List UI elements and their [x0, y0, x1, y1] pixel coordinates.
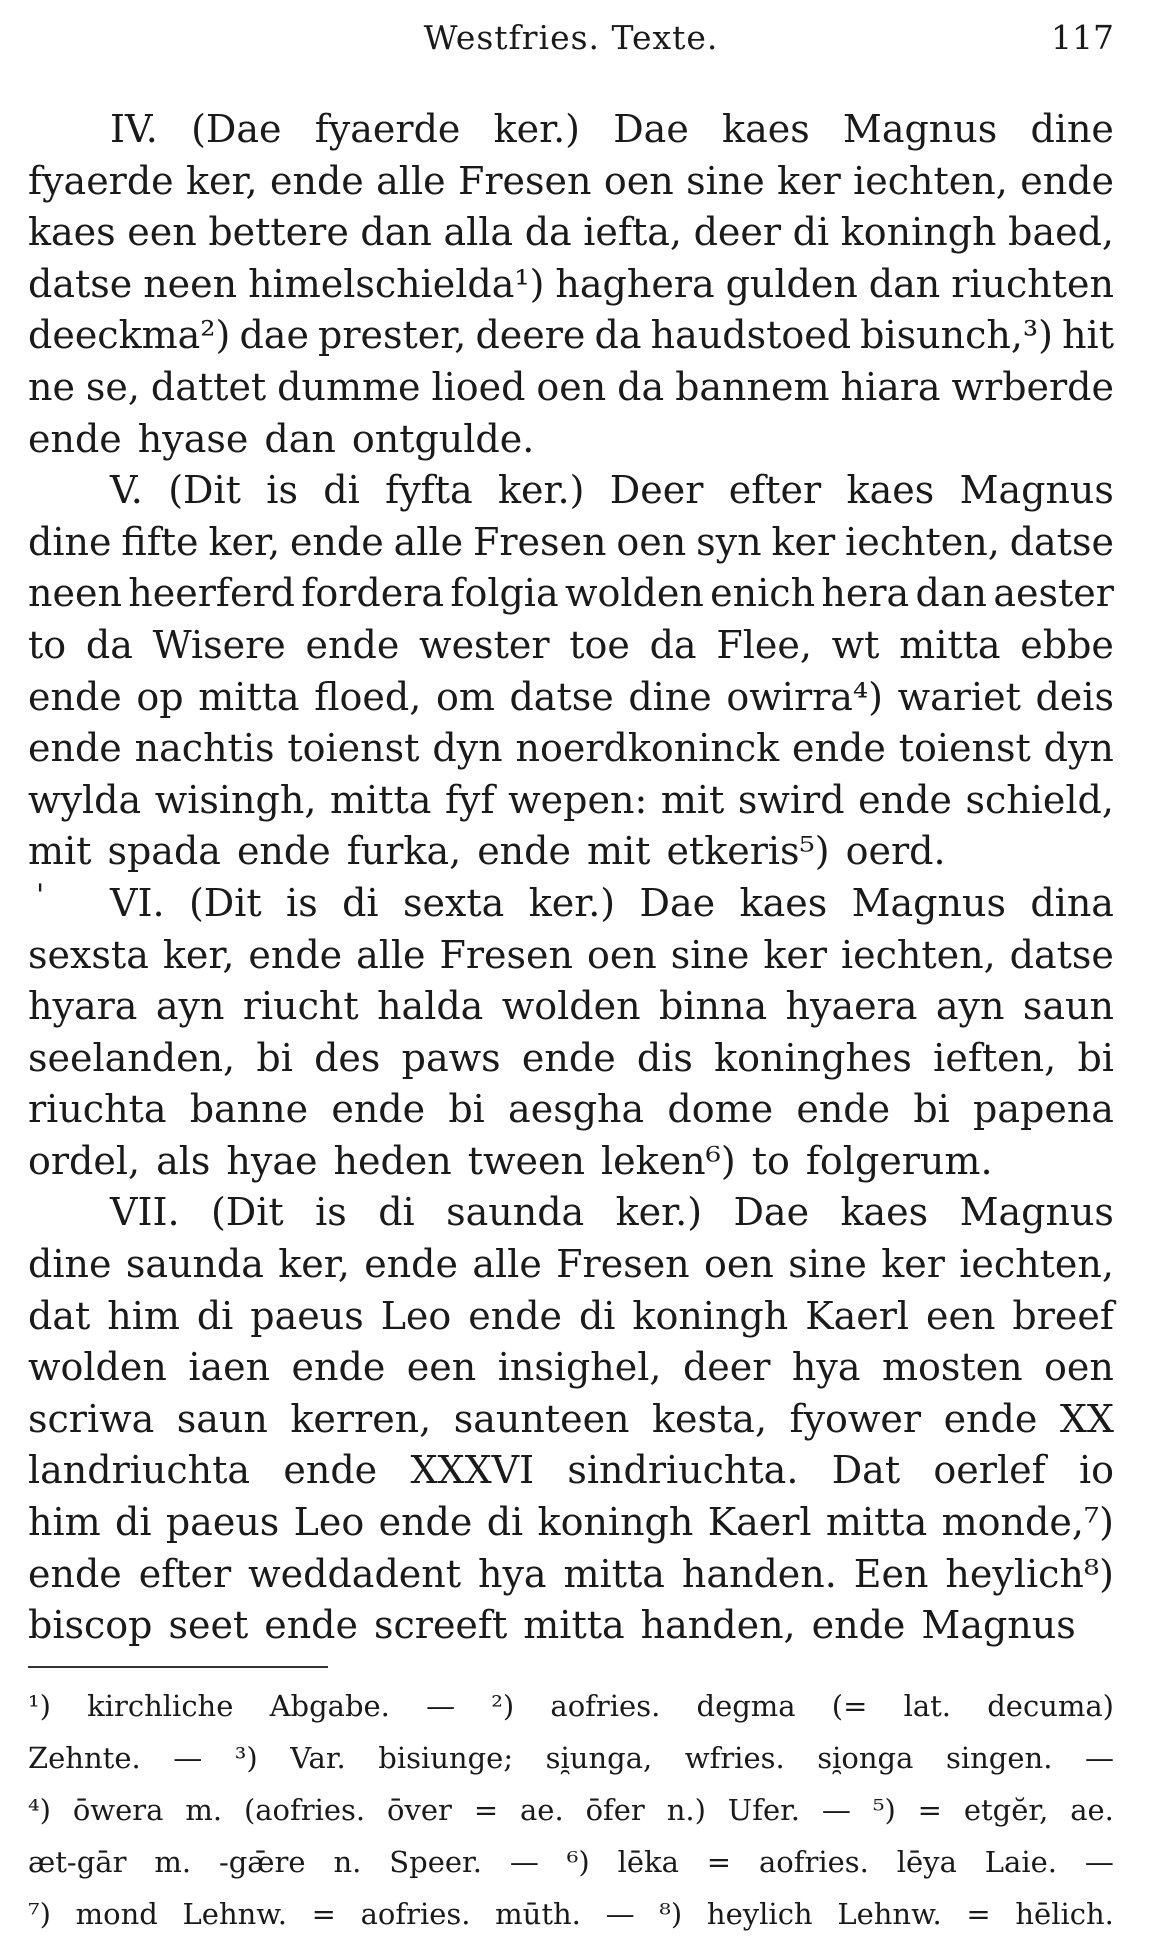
text-line: riuchta banne ende bi aesgha dome ende bi papena: [28, 1087, 1114, 1132]
main-text: [28, 104, 1114, 1652]
text-line: him di paeus Leo ende di koningh Kaerl mitta monde,⁷): [28, 1500, 1114, 1545]
text-line: wolden iaen ende een insighel, deer hya mosten oen: [28, 1345, 1114, 1390]
text-line: dine saunda ker, ende alle Fresen oen sine ker iechten,: [28, 1242, 1114, 1287]
text-line: fyaerde ker, ende alle Fresen oen sine ker iechten, ende: [28, 158, 1114, 203]
text-line: hyara ayn riucht halda wolden binna hyaera ayn saun: [28, 984, 1114, 1029]
text-line: ende efter weddadent hya mitta handen. Een heylich⁸): [28, 1551, 1114, 1596]
text-line: ordel, als hyae heden tween leken⁶) to folgerum.: [28, 1138, 993, 1183]
text-line: ende hyase dan ontgulde.: [28, 416, 535, 461]
text-line: ne se, dattet dumme lioed oen da bannem hiara wrberde: [28, 364, 1114, 409]
text-line: sexsta ker, ende alle Fresen oen sine ker iechten, datse: [28, 932, 1114, 977]
text-line: biscop seet ende screeft mitta handen, ende Magnus: [28, 1603, 1076, 1648]
text-line: to da Wisere ende wester toe da Flee, wt mitta ebbe: [28, 622, 1114, 667]
text-line: kaes een bettere dan alla da iefta, deer di koningh baed,: [28, 210, 1114, 255]
text-line: scriwa saun kerren, saunteen kesta, fyower ende XX: [28, 1396, 1114, 1441]
text-line: ende op mitta floed, om datse dine owirra⁴) wariet deis: [28, 674, 1114, 719]
footnote-line: æt-gār m. -gǣre n. Speer. — ⁶) lēka = aofries. lēya Laie. —: [28, 1845, 1114, 1879]
margin-mark: ': [36, 878, 45, 913]
footnote-line: Zehnte. — ³) Var. bisiunge; si̯unga, wfries. si̯onga singen. —: [28, 1741, 1114, 1775]
text-line: dine fifte ker, ende alle Fresen oen syn ker iechten, datse: [28, 519, 1114, 564]
text-line: wylda wisingh, mitta fyf wepen: mit swird ende schield,: [28, 777, 1114, 822]
text-line: seelanden, bi des paws ende dis koninghes ieften, bi: [28, 1035, 1114, 1080]
footnote-line: ⁷) mond Lehnw. = aofries. mūth. — ⁸) heylich Lehnw. = hēlich.: [28, 1897, 1114, 1931]
text-line: IV. (Dae fyaerde ker.) Dae kaes Magnus dine: [110, 107, 1114, 151]
page-number: 117: [1051, 18, 1114, 57]
text-line: mit spada ende furka, ende mit etkeris⁵) oerd.: [28, 829, 946, 874]
text-line: deeckma²) dae prester, deere da haudstoed bisunch,³) hit: [28, 313, 1114, 358]
running-title: Westfries. Texte.: [423, 18, 719, 57]
text-line: dat him di paeus Leo ende di koningh Kaerl een breef: [28, 1293, 1114, 1338]
text-line: V. (Dit is di fyfta ker.) Deer efter kaes Magnus: [110, 468, 1114, 513]
text-line: VI. (Dit is di sexta ker.) Dae kaes Magnus dina: [110, 880, 1114, 925]
footnote-divider: [28, 1666, 328, 1668]
text-line: datse neen himelschielda¹) haghera gulden dan riuchten: [28, 261, 1114, 306]
footnotes: [28, 1680, 1114, 1940]
footnote-line: ⁴) ōwera m. (aofries. ōver = ae. ōfer n.) Ufer. — ⁵) = etgĕr, ae.: [28, 1793, 1114, 1827]
text-line: neen heerferd fordera folgia wolden enich hera dan aester: [28, 571, 1114, 616]
text-line: landriuchta ende XXXVI sindriuchta. Dat oerlef io: [28, 1448, 1114, 1493]
running-header: [28, 18, 1114, 66]
text-line: VII. (Dit is di saunda ker.) Dae kaes Magnus: [110, 1190, 1114, 1235]
text-line: ende nachtis toienst dyn noerdkoninck ende toienst dyn: [28, 726, 1114, 771]
footnote-line: ¹) kirchliche Abgabe. — ²) aofries. degma (= lat. decuma): [28, 1689, 1114, 1723]
